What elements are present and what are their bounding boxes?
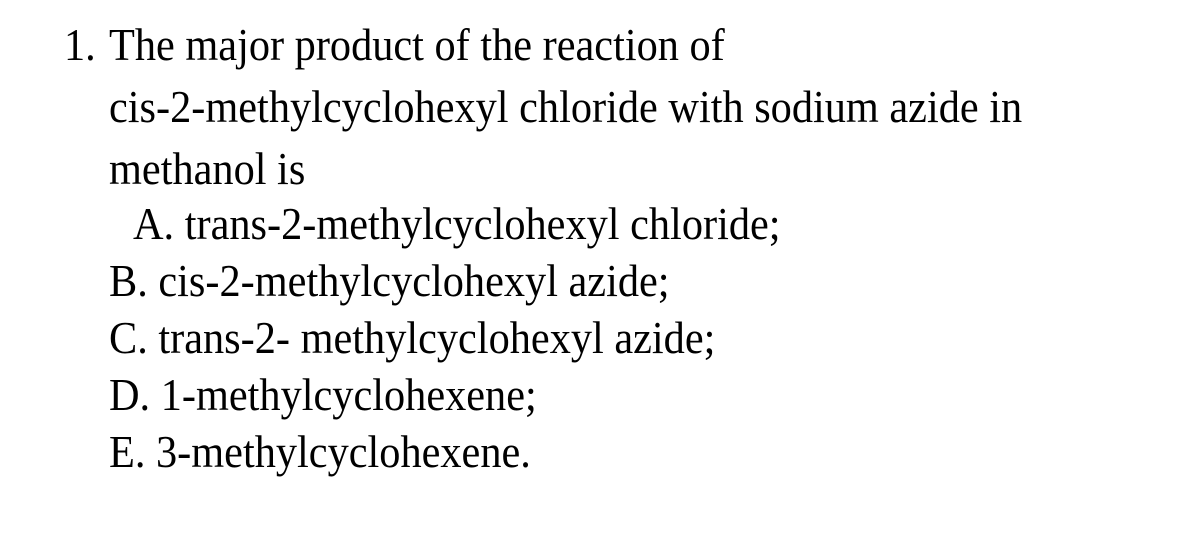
question-number: 1. (64, 19, 96, 70)
option-c: C. trans-2- methylcyclohexyl azide; (109, 312, 716, 363)
question-stem-line-2: cis-2-methylcyclohexyl chloride with sodium azide in (109, 81, 1023, 132)
option-e: E. 3-methylcyclohexene. (109, 426, 531, 477)
option-d: D. 1-methylcyclohexene; (109, 369, 537, 420)
option-b: B. cis-2-methylcyclohexyl azide; (109, 255, 670, 306)
question-stem-line-3: methanol is (109, 143, 306, 194)
question-stem-line-1: The major product of the reaction of (109, 19, 725, 70)
option-a: A. trans-2-methylcyclohexyl chloride; (133, 198, 781, 249)
